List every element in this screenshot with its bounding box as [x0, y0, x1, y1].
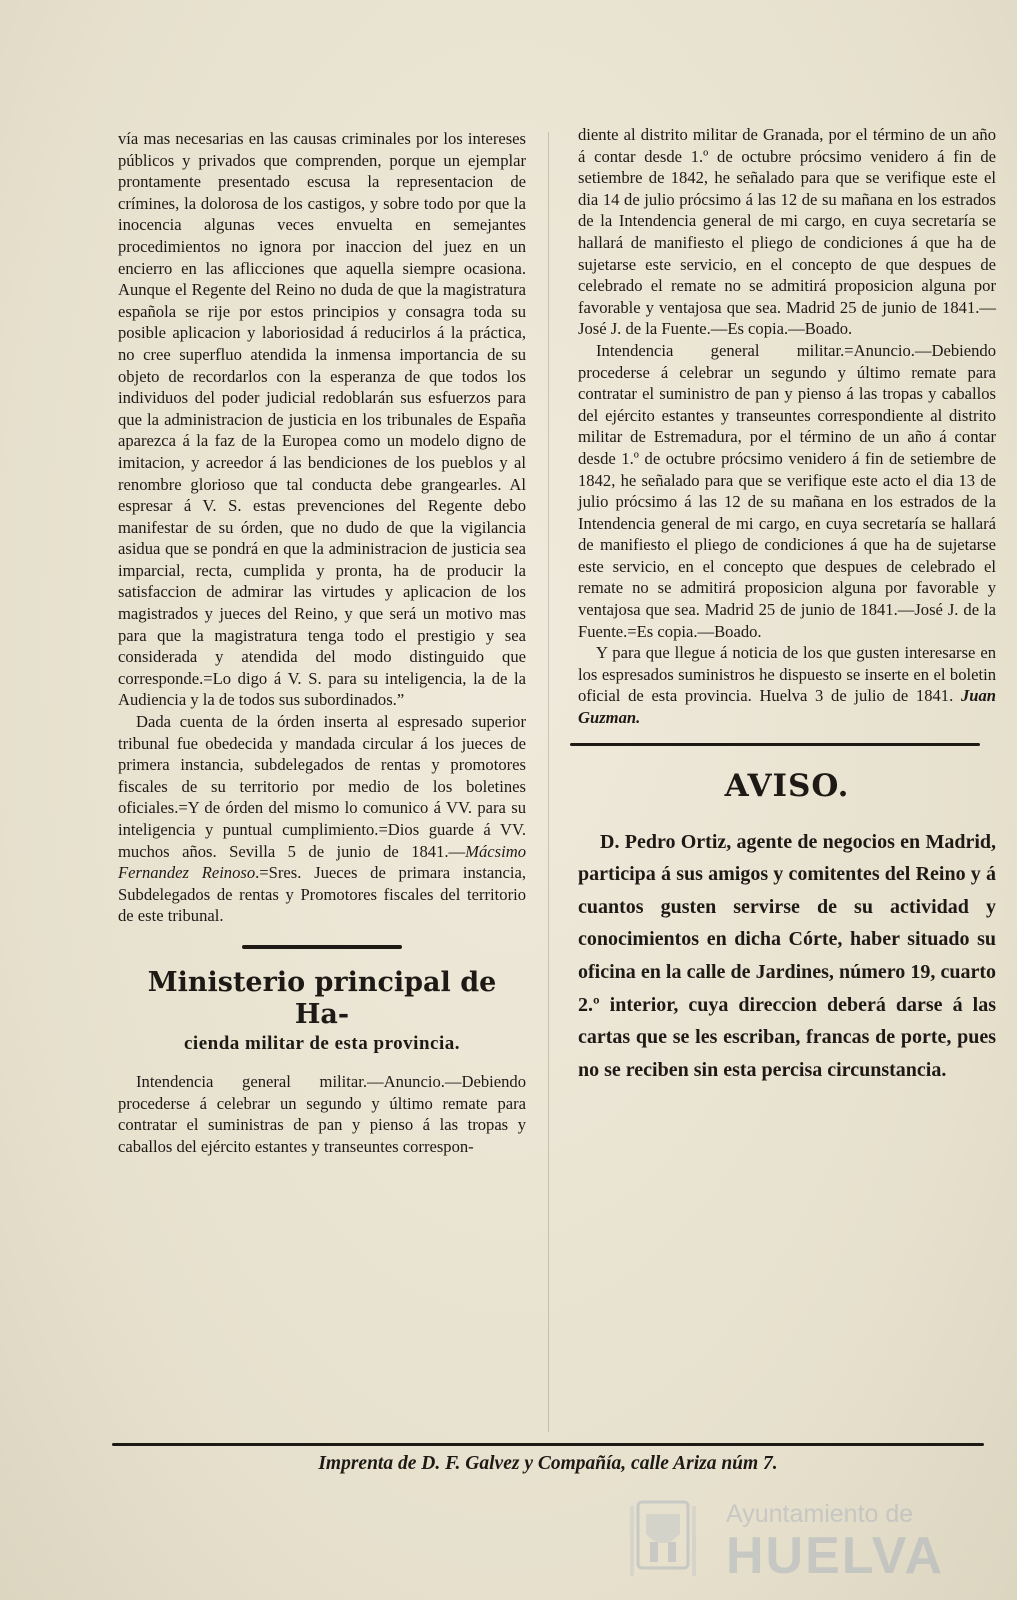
heading-line-2: cienda militar de esta provincia.	[184, 1032, 460, 1054]
left-paragraph-2-end: .=Sres. Jueces de primara instancia, Subdelegados de rentas y Promotores fiscales del territorio de este tribunal.	[118, 863, 526, 926]
section-heading	[118, 967, 526, 1057]
signature-guzman: Juan Guzman.	[578, 686, 996, 728]
left-paragraph-1: vía mas necesarias en las causas criminales por los intereses públicos y privados que comprenden, porque un ejemplar prontamente presentado escusa la representacion de crímines, la dolorosa de los castigos, y sobre todo por que la inocencia algunas veces envuelta en semejantes procedimientos no ignora por inaccion del juez en un encierro en las aflicciones que aquella siempre ocasiona. Aunque el Regente del Reino no duda de que la magistratura española se rije por estos principios y consagra toda su posible aplicacion y laboriosidad á reducirlos á la práctica, no cree superfluo atendida la inmensa importancia de su objeto de recordarlos con la esperanza de que todos los individuos del poder judicial redoblarán sus esfuerzos para que la administracion de justicia en los tribunales de España aparezca á la faz de la Europea como un modelo digno de imitacion, y acreedor á las bendiciones de los pueblos y al renombre glorioso que tal conducta debe grangearles. Al espresar á V. S. estas prevenciones del Regente debo manifestar de su órden, que no dudo de que la vigilancia asidua que se pondrá en que la administracion de justicia sea imparcial, recta, cumplida y pronta, ha de producir la satisfaccion de admirar las virtudes y aplicacion de los magistrados y jueces del Reino, y que será un motivo mas para que la magistratura tenga todo el prestigio y sea considerada y atendida del modo distinguido que corresponde.=Lo digo á V. S. para su inteligencia, la de la Audiencia y la de todos sus subordinados.”	[118, 129, 526, 710]
heading-line-1: Ministerio principal de Ha-	[147, 966, 497, 1030]
watermark-line-1: Ayuntamiento de	[726, 1500, 914, 1528]
column-divider	[548, 132, 549, 1432]
section-divider-long	[570, 743, 980, 746]
left-column	[118, 128, 526, 1157]
printer-imprint: Imprenta de D. F. Galvez y Compañía, calle Ariza núm 7.	[318, 1453, 778, 1474]
right-paragraph-3	[578, 642, 996, 728]
footer-rule	[112, 1443, 984, 1446]
aviso-title: AVISO.	[724, 767, 850, 804]
section-divider-short	[242, 945, 402, 949]
city-shield-icon	[608, 1496, 718, 1582]
left-paragraph-2-text: Dada cuenta de la órden inserta al espresado superior tribunal fue obedecida y mandada circular á los jueces de primera instancia, subdelegados de rentas y promotores fiscales de su territorio por medio de los boletines oficiales.=Y de órden del mismo lo comunico á VV. para su inteligencia y puntual cumplimiento.=Dios guarde á VV. muchos años. Sevilla 5 de junio de 1841.—	[118, 712, 526, 861]
aviso-text: D. Pedro Ortiz, agente de negocios en Madrid, participa á sus amigos y comitentes del Reino y á cuantos gusten servirse de su actividad y conocimientos en dicha Córte, haber situado su oficina en la calle de Jardines, número 19, cuarto 2.º interior, cuya direccion deberá darse á las cartas que se les escriban, francas de porte, pues no se reciben sin esta percisa circunstancia.	[578, 830, 996, 1081]
right-paragraph-1: diente al distrito militar de Granada, por el término de un año á contar desde 1.º de octubre prócsimo venidero á fin de setiembre de 1842, he señalado para que se verifique este el dia 14 de julio prócsimo á las 12 de su mañana en los estrados de la Intendencia general de mi cargo, en cuya secretaría se hallará de manifiesto el pliego de condiciones á que ha de sujetarse este servicio, en el concepto de que despues de celebrado el remate no se admitirá proposicion alguna por favorable y ventajosa que sea. Madrid 25 de junio de 1841.—José J. de la Fuente.—Es copia.—Boado.	[578, 125, 996, 339]
signature-reinoso: Mácsimo Fernandez Reinoso	[118, 841, 526, 883]
right-column	[578, 124, 996, 1086]
right-paragraph-2: Intendencia general militar.=Anuncio.—Debiendo procederse á celebrar un segundo y último remate para contratar el suministro de pan y pienso á las tropas y caballos del ejército estantes y transeuntes correspondiente al distrito militar de Estremadura, por el término de un año á contar desde 1.º de octubre prócsimo venidero á fin de setiembre de 1842, he señalado para que se verifique este acto el dia 13 de julio prócsimo á las 12 de su mañana en los estrados de la Intendencia general de mi cargo, en cuya secretaría se hallará de manifiesto el pliego de condiciones á que ha de sujetarse este servicio, en el concepto que despues de celebrado el remate no se admitirá proposicion alguna por favorable y ventajosa que sea. Madrid 25 de junio de 1841.—José J. de la Fuente.=Es copia.—Boado.	[578, 340, 996, 641]
right-paragraph-3-text: Y para que llegue á noticia de los que gusten interesarse en los espresados suministros he dispuesto se inserte en el boletin oficial de esta provincia. Huelva 3 de julio de 1841.	[578, 643, 996, 706]
left-paragraph-2	[118, 711, 526, 927]
aviso-body	[578, 826, 996, 1087]
watermark-line-2: HUELVA	[726, 1527, 945, 1585]
archive-watermark	[608, 1496, 948, 1586]
left-paragraph-3: Intendencia general militar.—Anuncio.—Debiendo procederse á celebrar un segundo y último remate para contratar el suministras de pan y pienso á las tropas y caballos del ejército estantes y transeuntes correspon-	[118, 1071, 526, 1156]
